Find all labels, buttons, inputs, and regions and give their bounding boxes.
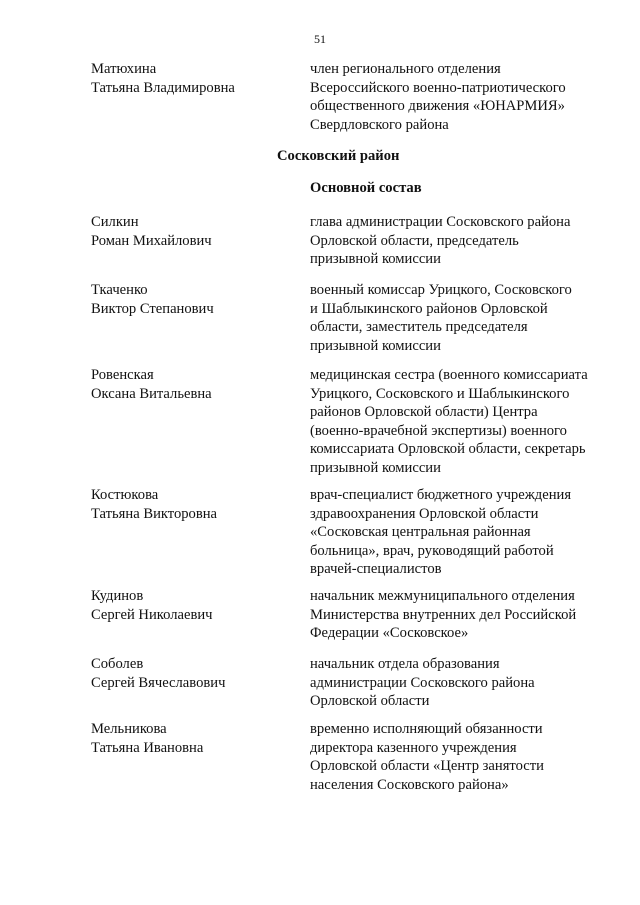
surname: Силкин [91, 214, 139, 230]
member-name [91, 213, 291, 250]
member-role [310, 587, 600, 643]
role-line: населения Сосковского района» [310, 776, 509, 793]
given-names: Сергей Николаевич [91, 606, 213, 623]
member-name [91, 60, 291, 97]
role-line: Министерства внутренних дел Российской [310, 606, 577, 623]
role-line: здравоохранения Орловской области [310, 505, 539, 522]
member-role [310, 486, 600, 579]
given-names: Роман Михайлович [91, 232, 212, 249]
role-line: больница», врач, руководящий работой [310, 542, 554, 559]
role-line: Орловской области, председатель [310, 232, 519, 249]
role-line: Урицкого, Сосковского и Шаблыкинского [310, 385, 570, 402]
member-role [310, 281, 600, 355]
role-line: Свердловского района [310, 116, 449, 133]
role-line: призывной комиссии [310, 459, 441, 476]
surname: Мельникова [91, 721, 167, 737]
surname: Матюхина [91, 61, 157, 77]
role-line: военный комиссар Урицкого, Сосковского [310, 282, 572, 298]
member-name [91, 281, 291, 318]
given-names: Оксана Витальевна [91, 385, 212, 402]
role-line: глава администрации Сосковского района [310, 214, 571, 230]
surname: Ровенская [91, 367, 154, 383]
page-number: 51 [314, 32, 326, 46]
given-names: Виктор Степанович [91, 300, 214, 317]
role-line: временно исполняющий обязанности [310, 721, 543, 737]
member-name [91, 655, 291, 692]
role-line: районов Орловской области) Центра [310, 404, 538, 420]
role-line: Всероссийского военно-патриотического [310, 79, 566, 96]
member-name [91, 720, 291, 757]
role-line: Орловской области «Центр занятости [310, 758, 544, 774]
given-names: Татьяна Викторовна [91, 505, 218, 522]
role-line: начальник межмуниципального отделения [310, 588, 575, 604]
composition-title: Основной состав [310, 180, 422, 196]
member-role [310, 655, 600, 711]
role-line: призывной комиссии [310, 337, 441, 354]
given-names: Татьяна Ивановна [91, 739, 204, 756]
role-line: директора казенного учреждения [310, 739, 517, 756]
member-name [91, 486, 291, 523]
member-name [91, 366, 291, 403]
given-names: Сергей Вячеславович [91, 674, 226, 691]
role-line: Орловской области [310, 693, 430, 709]
member-name [91, 587, 291, 624]
role-line: (военно-врачебной экспертизы) военного [310, 422, 567, 439]
given-names: Татьяна Владимировна [91, 79, 235, 96]
role-line: член регионального отделения [310, 61, 501, 77]
role-line: комиссариата Орловской области, секретарь [310, 441, 586, 457]
role-line: врачей-специалистов [310, 561, 442, 577]
role-line: «Сосковская центральная районная [310, 524, 531, 540]
role-line: призывной комиссии [310, 251, 441, 267]
member-role [310, 213, 600, 269]
role-line: общественного движения «ЮНАРМИЯ» [310, 98, 565, 114]
district-title: Сосковский район [277, 148, 400, 164]
surname: Кудинов [91, 588, 144, 604]
surname: Ткаченко [91, 282, 148, 298]
member-role [310, 60, 600, 134]
surname: Костюкова [91, 487, 159, 503]
surname: Соболев [91, 656, 144, 672]
role-line: врач-специалист бюджетного учреждения [310, 487, 572, 503]
role-line: медицинская сестра (военного комиссариата [310, 367, 588, 383]
member-role [310, 366, 600, 477]
role-line: области, заместитель председателя [310, 319, 528, 335]
member-role [310, 720, 600, 794]
role-line: Федерации «Сосковское» [310, 625, 469, 641]
role-line: и Шаблыкинского районов Орловской [310, 300, 548, 317]
role-line: начальник отдела образования [310, 656, 500, 672]
role-line: администрации Сосковского района [310, 674, 535, 691]
